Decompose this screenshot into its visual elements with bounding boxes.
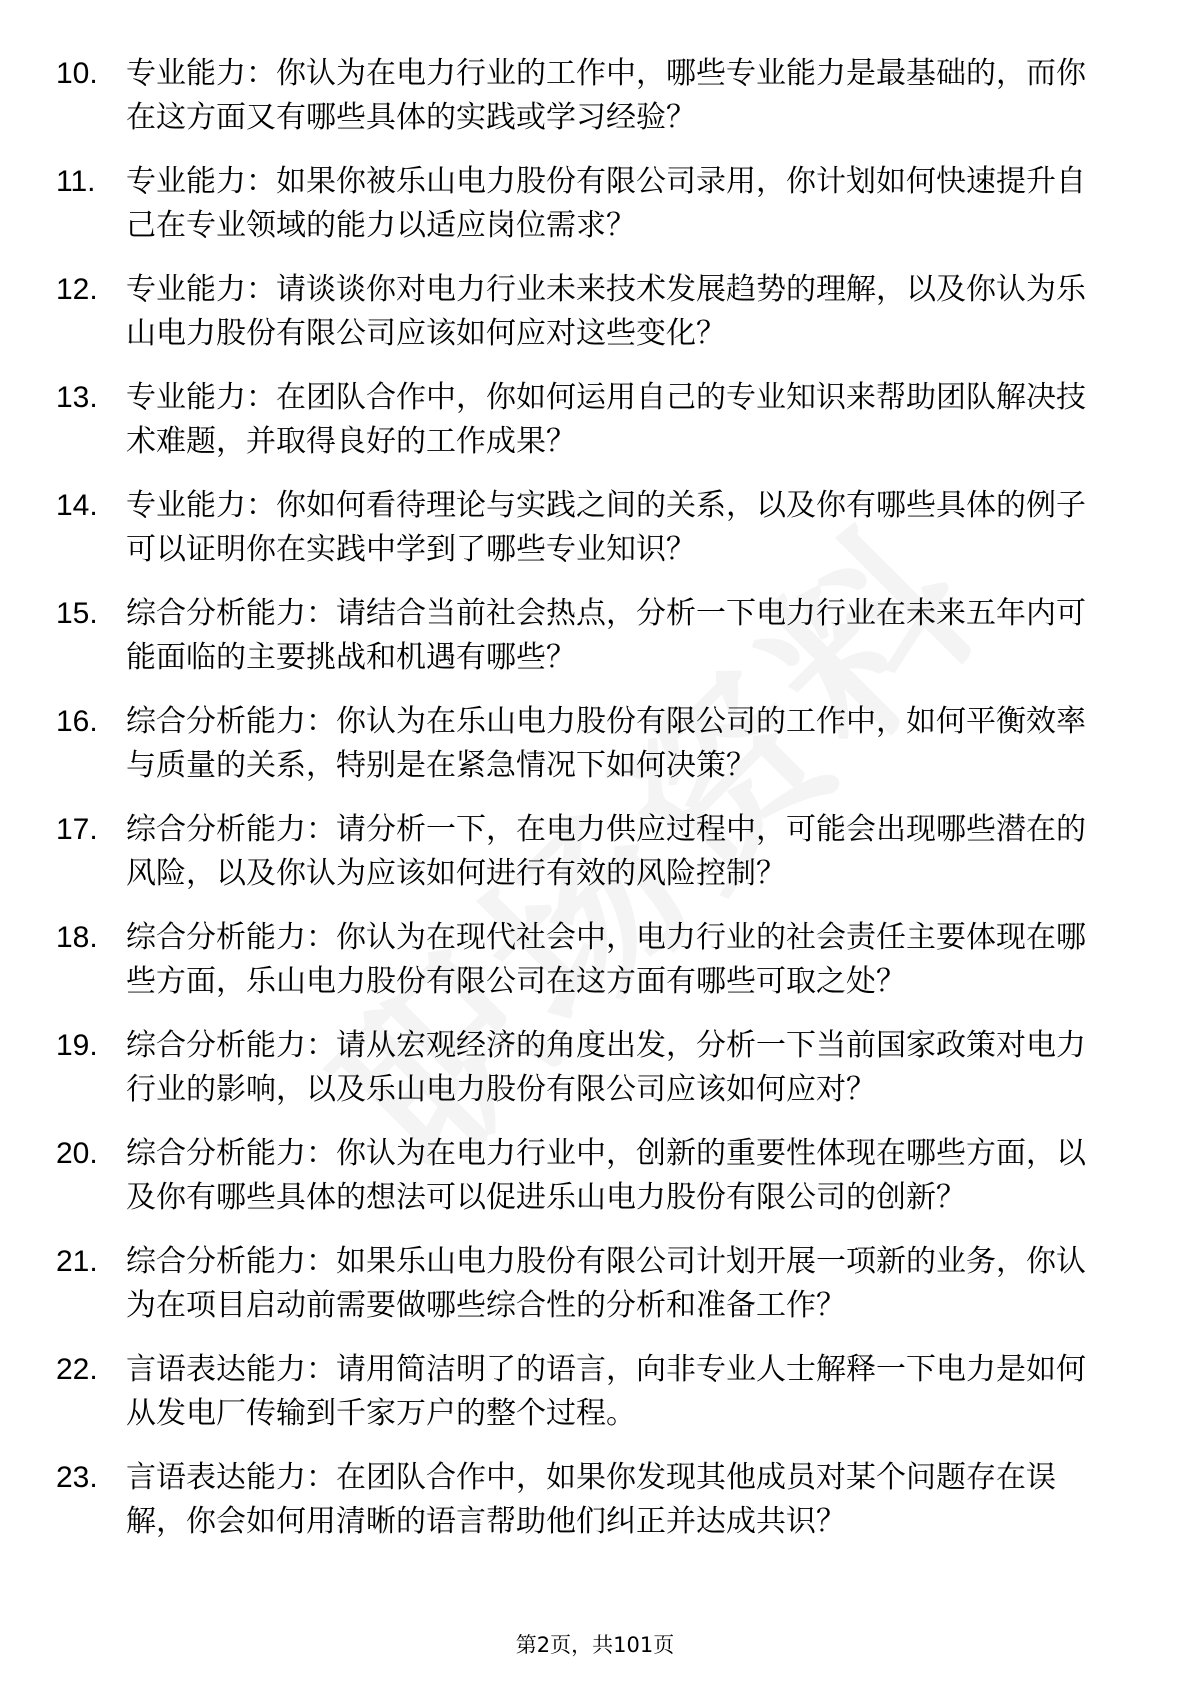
question-number: 11. (56, 165, 96, 198)
question-text: 综合分析能力：你认为在乐山电力股份有限公司的工作中，如何平衡效率与质量的关系，特别是在紧急情况下如何决策？ (126, 704, 1086, 783)
question-text: 专业能力：如果你被乐山电力股份有限公司录用，你计划如何快速提升自己在专业领域的能力以适应岗位需求？ (126, 164, 1086, 243)
question-number: 19. (56, 1029, 98, 1062)
list-item (0, 592, 1190, 680)
question-number: 22. (56, 1353, 98, 1386)
list-item (0, 1240, 1190, 1328)
question-text: 综合分析能力：你认为在现代社会中，电力行业的社会责任主要体现在哪些方面，乐山电力股份有限公司在这方面有哪些可取之处？ (126, 920, 1086, 999)
list-item (0, 1348, 1190, 1436)
question-text: 言语表达能力：在团队合作中，如果你发现其他成员对某个问题存在误解，你会如何用清晰的语言帮助他们纠正并达成共识？ (126, 1460, 1056, 1539)
question-number: 16. (56, 705, 98, 738)
list-item (0, 808, 1190, 896)
question-text: 专业能力：在团队合作中，你如何运用自己的专业知识来帮助团队解决技术难题，并取得良好的工作成果？ (126, 380, 1086, 459)
question-text: 言语表达能力：请用简洁明了的语言，向非专业人士解释一下电力是如何从发电厂传输到千家万户的整个过程。 (126, 1352, 1086, 1431)
question-text: 综合分析能力：请分析一下，在电力供应过程中，可能会出现哪些潜在的风险，以及你认为应该如何进行有效的风险控制？ (126, 812, 1086, 891)
question-number: 17. (56, 813, 98, 846)
list-item (0, 1024, 1190, 1112)
question-number: 20. (56, 1137, 98, 1170)
question-number: 18. (56, 921, 98, 954)
question-text: 综合分析能力：请从宏观经济的角度出发，分析一下当前国家政策对电力行业的影响，以及乐山电力股份有限公司应该如何应对？ (126, 1028, 1086, 1107)
question-number: 10. (56, 57, 98, 90)
list-item (0, 268, 1190, 356)
list-item (0, 1456, 1190, 1544)
question-text: 专业能力：你认为在电力行业的工作中，哪些专业能力是最基础的，而你在这方面又有哪些具体的实践或学习经验？ (126, 56, 1086, 135)
question-number: 12. (56, 273, 98, 306)
list-item (0, 916, 1190, 1004)
question-text: 综合分析能力：你认为在电力行业中，创新的重要性体现在哪些方面，以及你有哪些具体的想法可以促进乐山电力股份有限公司的创新？ (126, 1136, 1086, 1215)
question-number: 14. (56, 489, 98, 522)
question-list (0, 52, 1190, 1564)
question-number: 23. (56, 1461, 98, 1494)
question-number: 21. (56, 1245, 98, 1278)
list-item (0, 484, 1190, 572)
question-text: 专业能力：请谈谈你对电力行业未来技术发展趋势的理解，以及你认为乐山电力股份有限公司应该如何应对这些变化？ (126, 272, 1086, 351)
question-text: 综合分析能力：请结合当前社会热点，分析一下电力行业在未来五年内可能面临的主要挑战和机遇有哪些？ (126, 596, 1086, 675)
list-item (0, 376, 1190, 464)
question-text: 专业能力：你如何看待理论与实践之间的关系，以及你有哪些具体的例子可以证明你在实践中学到了哪些专业知识？ (126, 488, 1086, 567)
list-item (0, 160, 1190, 248)
list-item (0, 700, 1190, 788)
question-number: 13. (56, 381, 98, 414)
question-number: 15. (56, 597, 98, 630)
question-text: 综合分析能力：如果乐山电力股份有限公司计划开展一项新的业务，你认为在项目启动前需要做哪些综合性的分析和准备工作？ (126, 1244, 1086, 1323)
page-footer: 第2页，共101页 (515, 1633, 675, 1657)
list-item (0, 52, 1190, 140)
list-item (0, 1132, 1190, 1220)
